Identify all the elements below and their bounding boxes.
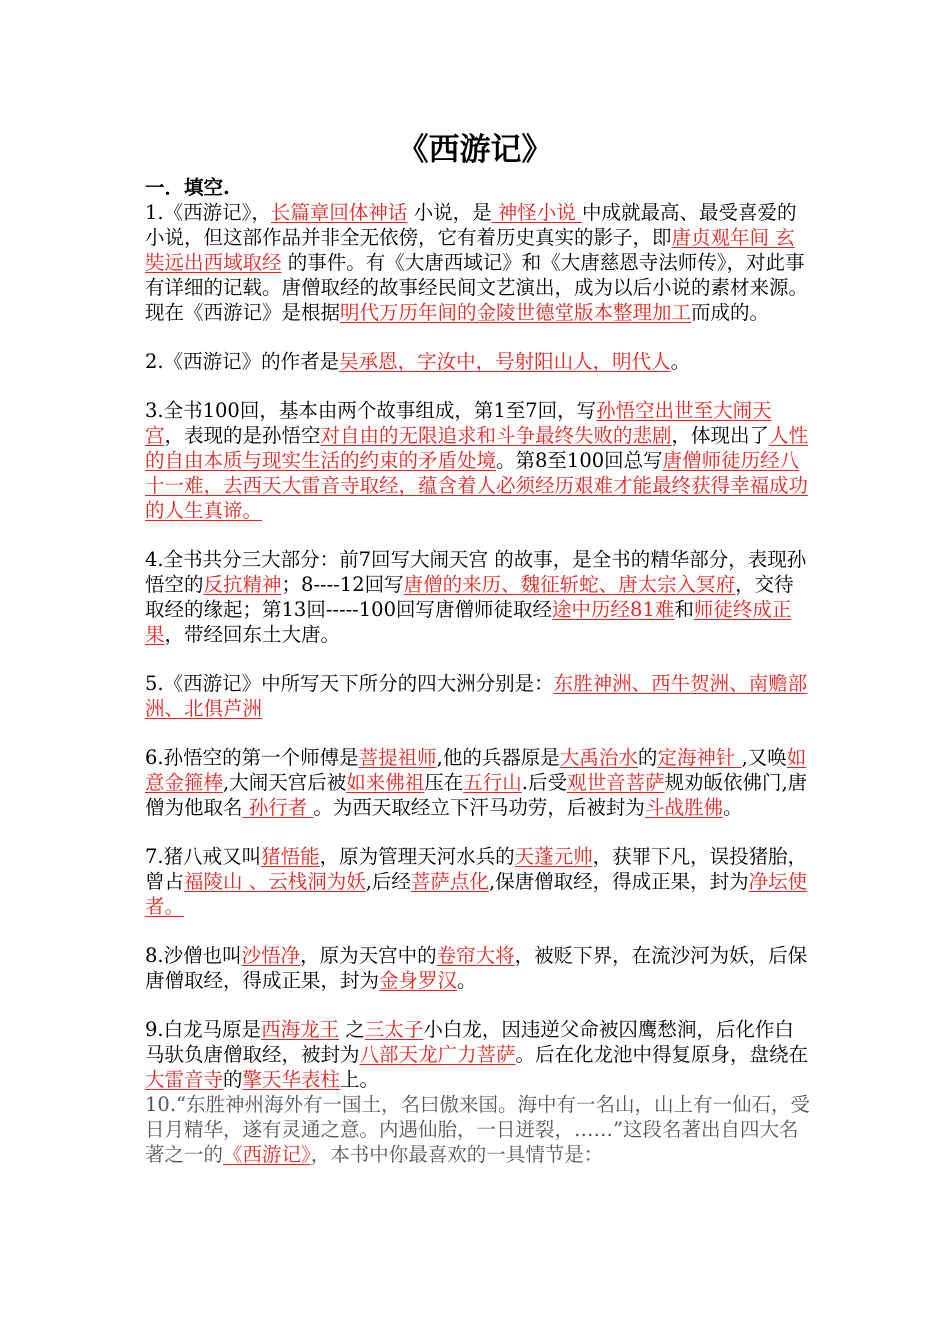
answer-blank: 菩提祖师	[358, 746, 437, 769]
question-list	[145, 200, 810, 1167]
answer-blank: 《西游记》	[223, 1143, 311, 1166]
section-heading: 一．填空.	[145, 176, 230, 199]
answer-blank: 净坛使者。	[145, 870, 808, 918]
answer-blank: 途中历经81难	[551, 598, 675, 621]
question-text: 3.全书100回，基本由两个故事组成，第1至7回，写	[145, 399, 597, 422]
answer-blank: 东胜神洲、西牛贺洲、南赡部洲、北俱芦洲	[145, 672, 808, 720]
document-title: 《西游记》	[397, 132, 553, 168]
question-text: ，本书中你最喜欢的一具情节是：	[310, 1143, 604, 1166]
question-text: 1.《西游记》，	[145, 201, 271, 224]
answer-blank: 对自由的无限追求和斗争最终失败的悲剧	[320, 424, 672, 447]
answer-blank: 唐贞观年间 玄奘远出西域取经	[145, 226, 795, 274]
answer-blank: 卷帘大将	[436, 944, 515, 967]
answer-blank: 长篇章回体神话	[270, 201, 408, 224]
answer-blank: 唐僧的来历、魏征斩蛇、唐太宗入冥府	[403, 573, 736, 596]
question-text: 规劝皈依佛门,唐僧为他取名	[145, 771, 808, 819]
question-text: .后受	[521, 771, 567, 794]
answer-blank: 菩萨点化	[410, 870, 489, 893]
answer-blank: 人性的自由本质与现实生活的约束的矛盾处境	[145, 424, 809, 472]
question-text: ，被贬下界，在流沙河为妖，后保唐僧取经，得成正果，封为	[145, 944, 808, 992]
question-text: ,后经	[365, 870, 411, 893]
answer-blank: 明代万历年间的金陵世德堂版本整理加工	[340, 301, 692, 324]
question-2	[145, 349, 810, 374]
question-text: 中成就最高、最受喜爱的小说，但这部作品并非全无依傍，它有着历史真实的影子，即	[145, 201, 797, 249]
question-text: ,他的兵器原是	[436, 746, 560, 769]
answer-blank: 三太子	[364, 1018, 424, 1041]
question-text: 9.白龙马原是	[145, 1018, 262, 1041]
question-text: 而成的。	[691, 301, 770, 324]
question-3	[145, 398, 810, 523]
question-text: ，带经回东土大唐。	[164, 623, 341, 646]
question-text: 小白龙，因违逆父命被囚鹰愁涧，后化作白马驮负唐僧取经，被封为	[145, 1018, 794, 1066]
question-text: 8.沙僧也叫	[145, 944, 242, 967]
answer-blank: 如意金箍棒	[145, 746, 807, 794]
question-4	[145, 547, 810, 647]
answer-blank: 八部天龙广力菩萨	[359, 1043, 516, 1066]
answer-blank: 沙悟净	[241, 944, 301, 967]
question-text: 之	[339, 1018, 365, 1041]
question-text: ,又唤	[741, 746, 787, 769]
question-text: ，原为天宫中的	[300, 944, 437, 967]
answer-blank: 西海龙王	[261, 1018, 340, 1041]
answer-blank: 擎天华表柱	[242, 1068, 341, 1091]
answer-blank: 吴承恩，字汝中，号射阳山人，明代人	[339, 350, 671, 373]
question-10	[145, 1092, 810, 1167]
answer-blank: 五行山	[463, 771, 522, 794]
question-text: ,保唐僧取经，得成正果，封为	[488, 870, 749, 893]
answer-blank: 猪悟能	[261, 845, 320, 868]
answer-blank: 观世音菩萨	[566, 771, 665, 794]
answer-blank: 福陵山 、云栈洞为妖	[184, 870, 366, 893]
question-1	[145, 200, 810, 325]
question-text: 上。	[340, 1068, 380, 1091]
question-text: ,大闹天宫后被	[223, 771, 347, 794]
question-text: 小说，是	[407, 201, 492, 224]
answer-blank: 定海神针	[657, 746, 742, 769]
question-text: 。	[670, 350, 691, 373]
answer-blank: 大禹治水	[559, 746, 638, 769]
question-text: 。后在化龙池中得复原身，盘绕在	[515, 1043, 809, 1066]
answer-blank: 反抗精神	[203, 573, 282, 596]
question-text: 。第8至100回总写	[496, 449, 663, 472]
question-text: 6.孙悟空的第一个师傅是	[145, 746, 359, 769]
question-5	[145, 671, 810, 721]
answer-blank: 唐僧师徒历经八十一难，去西天大雷音寺取经，蕴含着人必须经历艰难才能最终获得幸福成功的人生真谛。	[145, 449, 809, 522]
question-text: ，表现的是孙悟空	[164, 424, 321, 447]
answer-blank: 斗战胜佛	[644, 796, 723, 819]
question-text: ，交待取经的缘起；第13回-----100回写唐僧师徒取经	[145, 573, 794, 621]
answer-blank: 孙悟空出世至大闹天宫	[145, 399, 772, 447]
question-text: 2.《西游记》的作者是	[145, 350, 340, 373]
question-text: 和	[674, 598, 694, 621]
answer-blank: 金身罗汉	[379, 969, 458, 992]
question-text: 10.“东胜神州海外有一国土，名曰傲来国。海中有一名山，山上有一仙石，受日月精华，遂有灵通之意。内遇仙胎，一日迸裂，……”这段名著出自四大名著之一的	[145, 1093, 810, 1166]
question-text: 。	[457, 969, 477, 992]
answer-blank: 孙行者	[242, 796, 314, 819]
question-text: 的	[223, 1068, 243, 1091]
question-text: ；8----12回写	[281, 573, 404, 596]
question-text: 4.全书共分三大部分：前7回写大闹天宫 的故事，是全书的精华部分，表现孙悟空的	[145, 548, 807, 596]
question-text: 的	[637, 746, 658, 769]
question-8	[145, 943, 810, 993]
answer-blank: 大雷音寺	[145, 1068, 224, 1091]
question-9	[145, 1017, 810, 1092]
question-text: ，获罪下凡，误投猪胎，曾占	[145, 845, 808, 893]
question-text: ，体现出了	[671, 424, 770, 447]
question-6	[145, 745, 810, 820]
answer-blank: 如来佛祖	[346, 771, 425, 794]
question-text: 。为西天取经立下汗马功劳，后被封为	[313, 796, 645, 819]
answer-blank: 天蓬元帅	[514, 845, 593, 868]
question-text: 5.《西游记》中所写天下所分的四大洲分别是：	[145, 672, 554, 695]
answer-blank: 神怪小说	[491, 201, 582, 224]
question-text: 的事件。有《大唐西域记》和《大唐慈恩寺法师传》，对此事有详细的记载。唐僧取经的故事经民间文艺演出，成为以后小说的素材来源。现在《西游记》是根据	[145, 251, 809, 324]
question-7	[145, 844, 810, 919]
question-text: 压在	[424, 771, 464, 794]
document-body	[145, 175, 810, 1191]
question-text: ，原为管理天河水兵的	[319, 845, 515, 868]
question-text: 7.猪八戒又叫	[145, 845, 262, 868]
question-text: 。	[722, 796, 743, 819]
answer-blank: 师徒终成正果	[145, 598, 792, 646]
